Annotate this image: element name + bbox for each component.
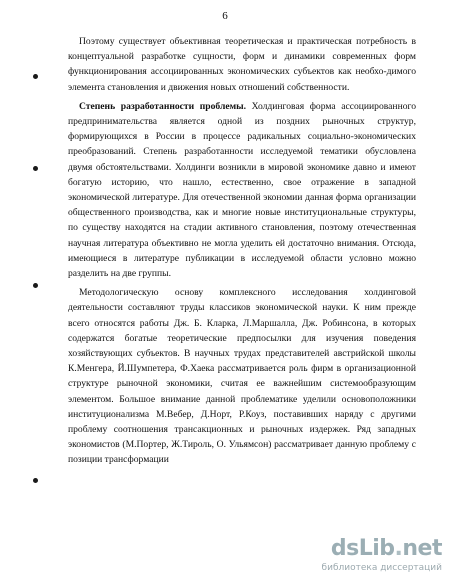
paragraph-3-text: Методологическую основу комплексного исследования холдинговой деятельности составляют труды классиков экономической науки. К ним прежде всего относятся работы Дж. Б. Кларка, Л.Маршалла, Дж. Робинсона, в которых содержатся богатые теоретические предпосылки для изучения поведения хозяйствующих субъектов. В научных трудах представителей австрийской школы К.Менгера, Й.Шумпетера, Ф.Хаека рассматривается роль фирм в организационной структуре рыночной экономики, считая ее важнейшим системообразующим элементом. Большое внимание данной проблематике уделили основоположники институционализма М.Вебер, Д.Норт, Р.Коуз, поставивших наряду с другими проблему соотношения трансакционных и рыночных издержек. Ряд западных экономистов (М.Портер, Ж.Тироль, О. Ульямсон) рассматривает данную проблему с позиции трансформации xyxy=(68,287,416,466)
punch-hole-mark xyxy=(33,478,38,483)
section-heading: Степень разработанности проблемы. xyxy=(79,100,247,112)
paragraph-2 xyxy=(68,99,416,281)
punch-hole-mark xyxy=(33,74,38,79)
body-text xyxy=(68,34,416,472)
punch-hole-mark xyxy=(33,283,38,288)
page-number: 6 xyxy=(222,10,228,22)
watermark-subtitle: библиотека диссертаций xyxy=(321,563,442,573)
paragraph-1-text: Поэтому существует объективная теоретическая и практическая потребность в концептуальной разработке сущности, форм и динамики современных форм функционирования ассоциированных экономических субъектов как необхо-димого элемента становления и движения новых отношений собственности. xyxy=(68,36,416,93)
paragraph-3 xyxy=(68,285,416,467)
paragraph-1 xyxy=(68,34,416,95)
watermark-logo-sep: . xyxy=(394,536,403,561)
watermark xyxy=(321,536,442,576)
watermark-logo xyxy=(331,536,442,561)
punch-hole-mark xyxy=(33,166,38,171)
watermark-logo-right: net xyxy=(402,536,442,561)
watermark-logo-left: dsLib xyxy=(330,536,395,561)
paragraph-2-text: Холдинговая форма ассоциированного предпринимательства является одной из поздних рыночных структур, формирующихся в России в процессе радикальных социально-экономических преобразований. Степень разработанности исследуемой тематики обусловлена двумя обстоятельствами. Холдинги возникли в мировой экономике давно и имеют богатую историю, что нашло, естественно, свое отражение в западной экономической литературе. Для отечественной экономии данная форма организации общественного производства, как и многие новые институциональные структуры, по существу находятся на стадии активного становления, поэтому отечественная научная литература объективно не могла уделить ей достаточно внимания. Отсюда, имеющиеся в литературе публикации в исследуемой области условно можно разделить на две группы. xyxy=(68,100,416,280)
